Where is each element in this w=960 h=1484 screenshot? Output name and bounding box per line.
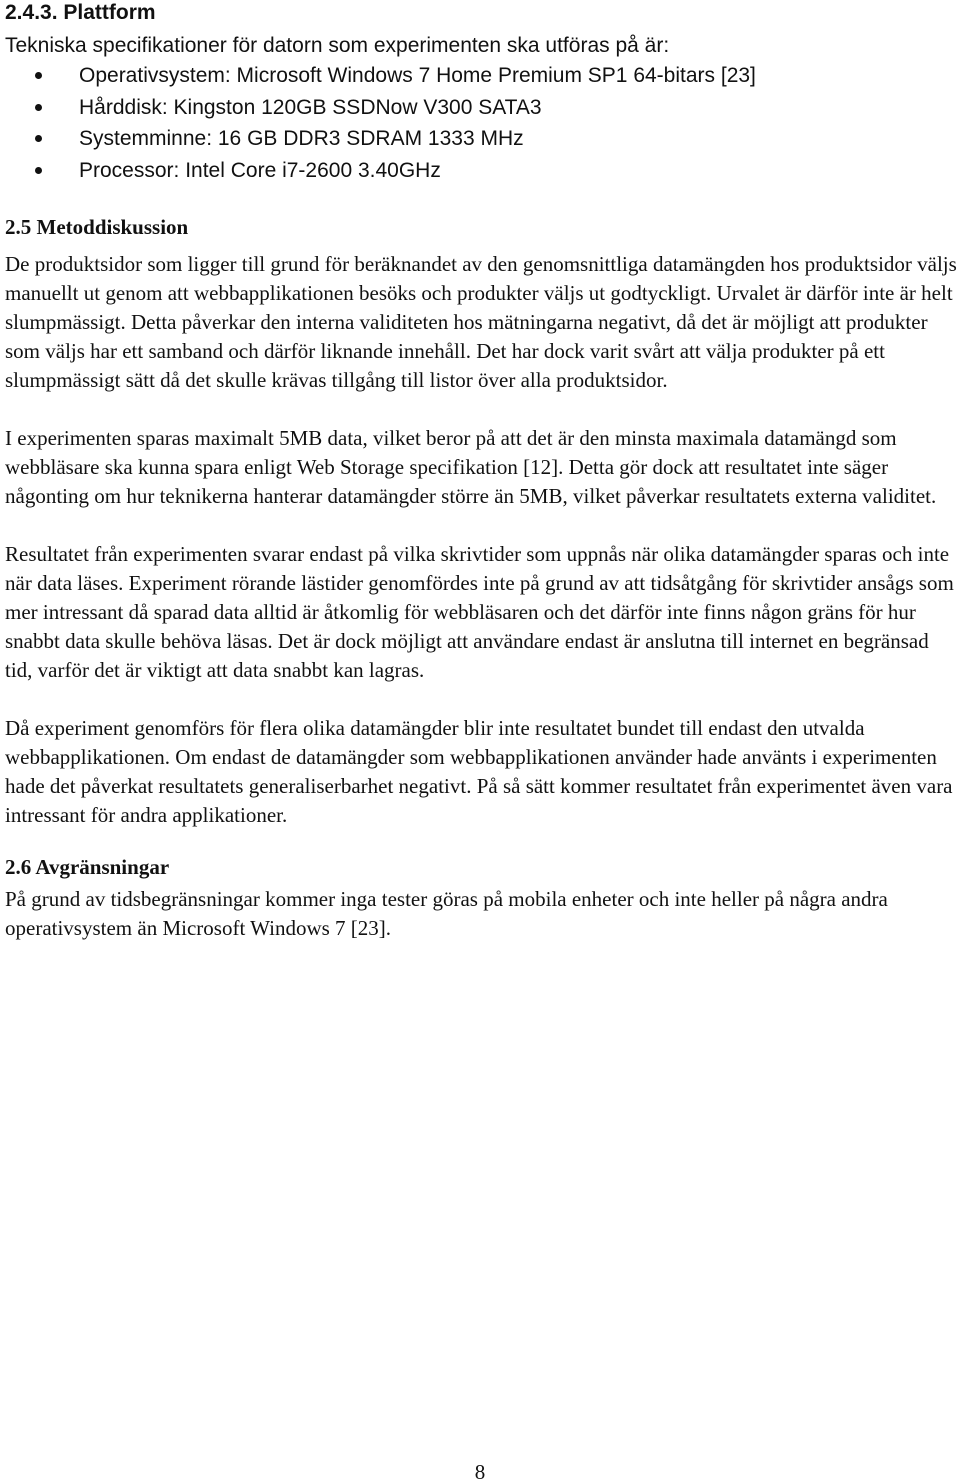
spec-item-text: Systemminne: 16 GB DDR3 SDRAM 1333 MHz [79,127,524,150]
paragraph: På grund av tidsbegränsningar kommer inga tester göras på mobila enheter och inte heller på några andra operativsystem än Microsoft Windows 7 [23]. [5,887,888,940]
paragraph: De produktsidor som ligger till grund för beräknandet av den genomsnittliga datamängden hos produktsidor väljs manuellt ut genom att webbapplikationen besöks och produkter väljs ut godtyckligt. Urvalet är därför inte är helt slumpmässigt. Detta påverkar den interna validiteten hos mätningarna negativt, då det är möjligt att produkter som väljs har ett samband och därför liknande innehåll. Det har dock varit svårt att välja produkter på ett slumpmässigt sätt då det skulle krävas tillgång till listor över alla produktsidor. [5,252,957,392]
bullet-icon [35,72,42,79]
specs-intro: Tekniska specifikationer för datorn som experimenten ska utföras på är: [5,34,670,57]
page-number: 8 [474,1460,486,1484]
spec-item-disk [5,92,957,124]
specs-list [5,60,957,186]
spec-item-processor [5,155,957,187]
bullet-icon [35,167,42,174]
spec-item-text: Processor: Intel Core i7-2600 3.40GHz [79,158,441,182]
spec-item-text: Operativsystem: Microsoft Windows 7 Home Premium SP1 64-bitars [23] [79,64,756,87]
spec-item-text: Hårddisk: Kingston 120GB SSDNow V300 SATA3 [79,95,542,119]
bullet-icon [35,104,42,111]
bullet-icon [35,135,42,142]
spec-item-memory [5,123,957,155]
paragraph: Resultatet från experimenten svarar endast på vilka skrivtider som uppnås när olika datamängder sparas och inte när data läses. Experiment rörande lästider genomfördes inte på grund av att tidsåtgång för skrivtider ansågs som mer intressant då sparad data alltid är åtkomlig för webbläsaren och det därför inte finns någon gräns för hur snabbt data skulle behöva läsas. Det är dock möjligt att användare endast är anslutna till internet en begränsad tid, varför det är viktigt att data snabbt kan lagras. [5,542,954,682]
section-heading-metoddiskussion: 2.5 Metoddiskussion [5,215,189,239]
section-heading-plattform: 2.4.3. Plattform [5,1,156,24]
paragraph: Då experiment genomförs för flera olika datamängder blir inte resultatet bundet till endast den utvalda webbapplikationen. Om endast de datamängder som webbapplikationen använder hade använts i experimenten hade det påverkat resultatets generaliserbarhet negativt. På så sätt kommer resultatet från experimentet även vara intressant för andra applikationer. [5,716,953,827]
paragraph: I experimenten sparas maximalt 5MB data, vilket beror på att det är den minsta maximala datamängd som webbläsare ska kunna spara enligt Web Storage specifikation [12]. Detta gör dock att resultatet inte säger någonting om hur teknikerna hanterar datamängder större än 5MB, vilket påverkar resultatets externa validitet. [5,426,937,508]
document-page [5,0,957,943]
section-heading-avgransningar: 2.6 Avgränsningar [5,855,170,879]
spec-item-os [5,60,957,92]
